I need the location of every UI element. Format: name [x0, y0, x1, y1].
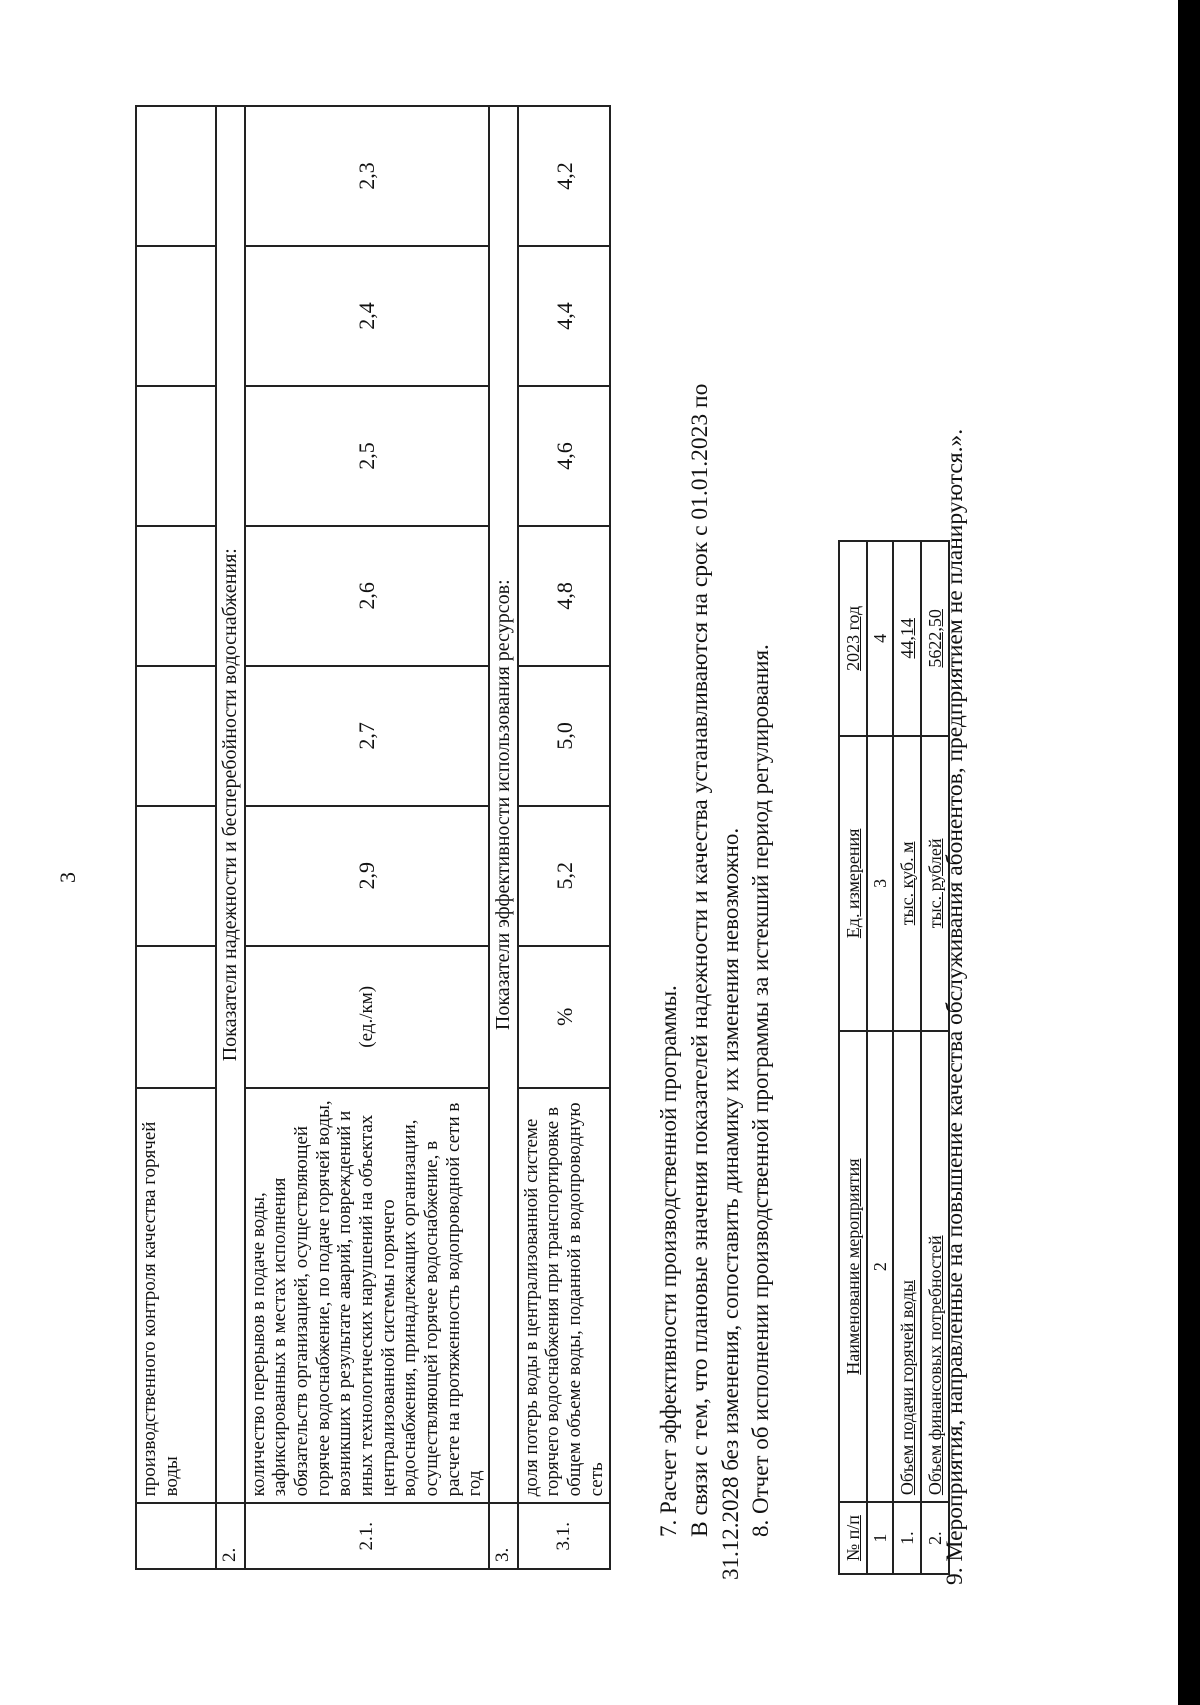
section-number: 2.	[216, 1503, 245, 1569]
value-cell: 2,6	[245, 526, 489, 666]
activity-name: Объем финансовых потребностей	[921, 1031, 949, 1502]
row-number: 3.1.	[518, 1503, 611, 1569]
value-cell: 4,4	[518, 246, 611, 386]
page-number: 3	[55, 872, 80, 883]
unit-cell: тыс. рублей	[921, 736, 949, 1031]
section-title: Показатели эффективности использования ресурсов:	[489, 106, 518, 1503]
table-row	[245, 106, 489, 1569]
table-header-row	[839, 541, 867, 1574]
indicator-name: количество перерывов в подаче воды, зафиксированных в местах исполнения обязательств организацией, осуществляющей горячее водоснабжение, по подаче горячей воды, возникших в результате аварий, повреждений и иных технологических нарушений на объектах централизованной системы горячего водоснабжения, принадлежащих организации, осуществляющей горячее водоснабжение, в расчете на протяженность водопроводной сети в год	[245, 1088, 489, 1504]
section-title: Показатели надежности и бесперебойности водоснабжения:	[216, 106, 245, 1503]
col-header: № п/п	[839, 1502, 867, 1574]
table-column-numbers-row	[867, 541, 893, 1574]
indicator-unit: (ед./км)	[245, 946, 489, 1088]
section-number: 3.	[489, 1503, 518, 1569]
col-header: Наименование мероприятия	[839, 1031, 867, 1502]
value-cell: 4,6	[518, 386, 611, 526]
section9-text: 9. Мероприятия, направленные на повышение качества обслуживания абонентов, предприятием не планируются.».	[942, 428, 968, 1585]
value-cell: 5,0	[518, 666, 611, 806]
section-row	[489, 106, 518, 1569]
indicator-unit: %	[518, 946, 611, 1088]
value-cell: 5622,50	[921, 541, 949, 736]
section-row	[216, 106, 245, 1569]
value-cell: 2,4	[245, 246, 489, 386]
col-number: 1	[867, 1502, 893, 1574]
value-cell: 4,2	[518, 106, 611, 246]
value-cell: 2,7	[245, 666, 489, 806]
col-header: 2023 год	[839, 541, 867, 736]
section7-text-line2: 31.12.2028 без изменения, сопоставить динамику их изменения невозможно.	[718, 827, 743, 1580]
value-cell: 4,8	[518, 526, 611, 666]
table-row	[893, 541, 921, 1574]
value-cell: 2,3	[245, 106, 489, 246]
col-number: 3	[867, 736, 893, 1031]
row-number: 2.1.	[245, 1503, 489, 1569]
row-number: 2.	[921, 1502, 949, 1574]
section8-heading: 8. Отчет об исполнении производственной программы за истекший период регулирования.	[748, 644, 773, 1537]
value-cell: 44,14	[893, 541, 921, 736]
unit-cell: тыс. куб. м	[893, 736, 921, 1031]
activity-name: Объем подачи горячей воды	[893, 1031, 921, 1502]
section7-text-line1: В связи с тем, что плановые значения показателей надежности и качества устанавливаются на срок с 01.01.2023 по	[687, 383, 713, 1537]
value-cell: 5,2	[518, 806, 611, 946]
row-number: 1.	[893, 1502, 921, 1574]
col-header: Ед. измерения	[839, 736, 867, 1031]
col-number: 4	[867, 541, 893, 736]
continued-indicator-label: производственного контроля качества горячей воды	[136, 1088, 216, 1504]
program-report-table	[838, 540, 950, 1575]
section7-heading: 7. Расчет эффективности производственной программы.	[656, 985, 681, 1537]
table-row	[136, 106, 216, 1569]
indicators-table	[135, 105, 611, 1570]
col-number: 2	[867, 1031, 893, 1502]
table-row	[518, 106, 611, 1569]
indicator-name: доля потерь воды в централизованной системе горячего водоснабжения при транспортировке в общем объеме воды, поданной в водопроводную сеть	[518, 1088, 611, 1504]
value-cell: 2,9	[245, 806, 489, 946]
value-cell: 2,5	[245, 386, 489, 526]
scan-edge-stripe	[1178, 0, 1200, 1705]
